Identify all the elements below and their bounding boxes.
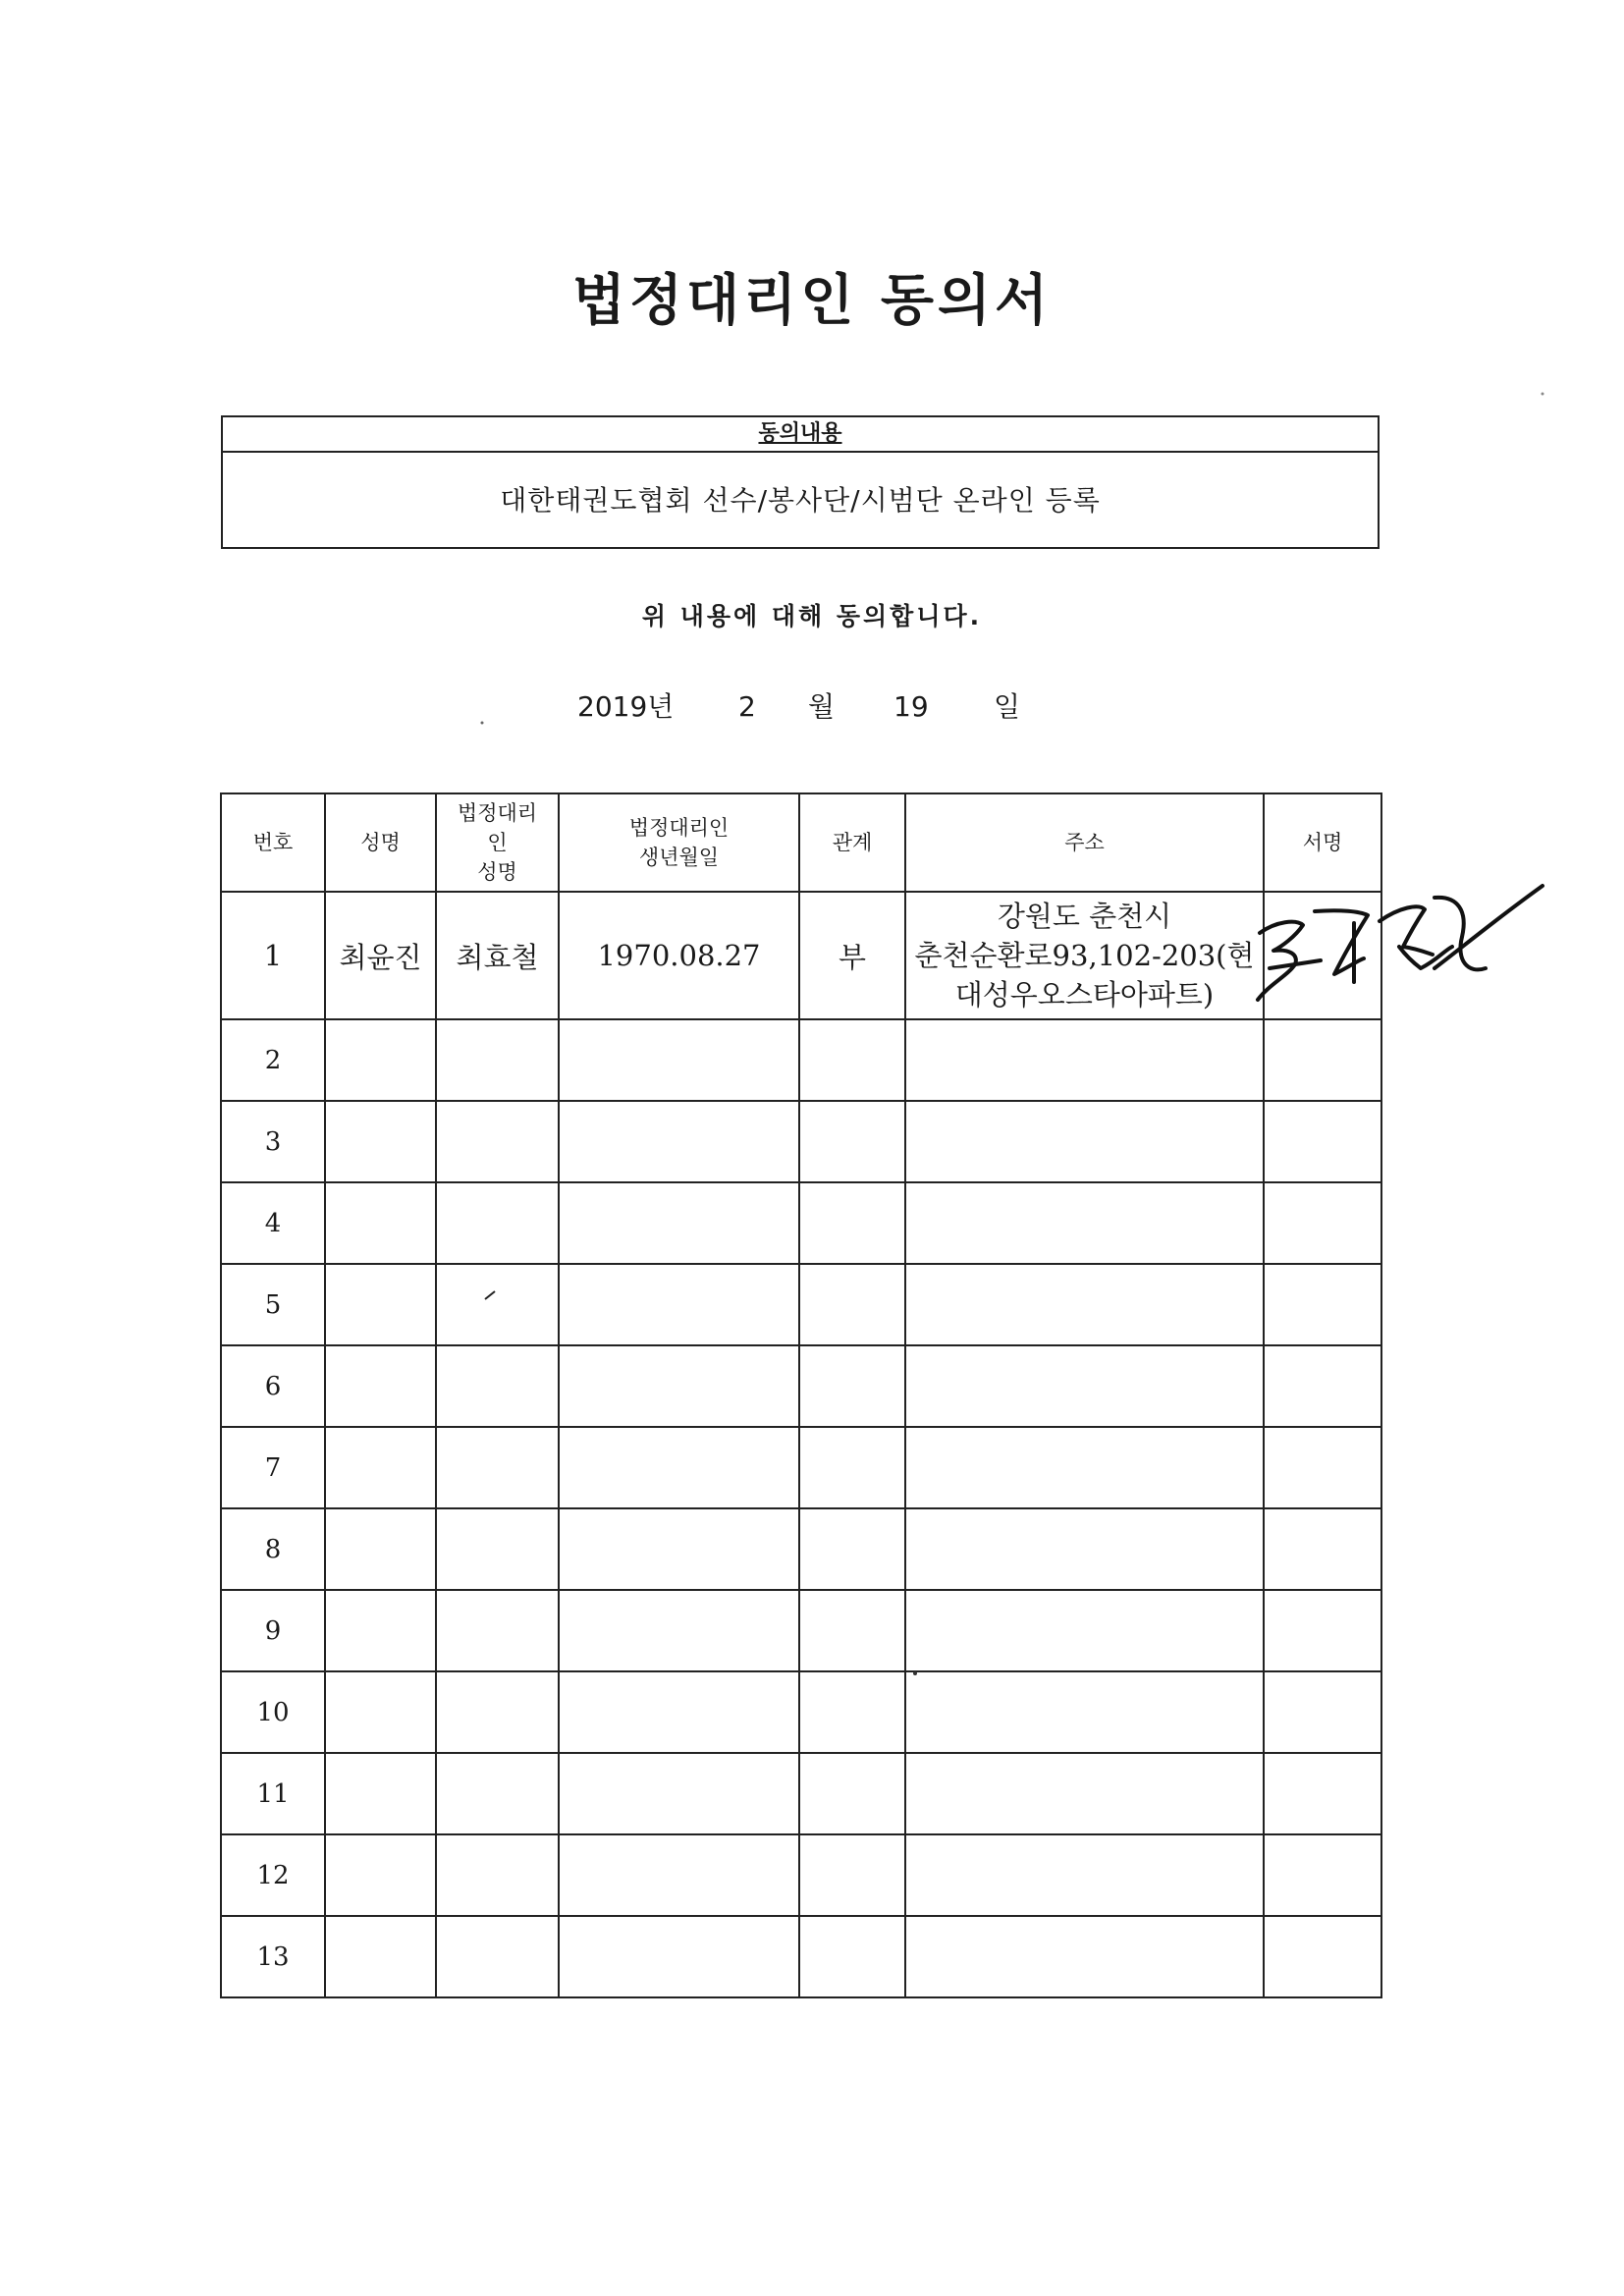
cell-signature (1264, 1101, 1381, 1182)
cell-no: 11 (221, 1753, 325, 1834)
stray-mark (483, 1289, 497, 1301)
document-title: 법정대리인 동의서 (571, 269, 1053, 333)
cell-no: 5 (221, 1264, 325, 1345)
cell-name (325, 1427, 436, 1508)
cell-signature (1264, 1182, 1381, 1264)
cell-address-line1: 강원도 춘천시 (997, 900, 1172, 933)
cell-relation: 부 (799, 892, 905, 1019)
table-row (221, 1671, 1381, 1753)
cell-address-line3: 대성우오스타아파트) (954, 978, 1215, 1011)
table-row (221, 1753, 1381, 1834)
cell-name (325, 1508, 436, 1590)
header-guardian-name-line1: 법정대리 (457, 801, 538, 825)
cell-guardian-birth (559, 1916, 799, 1997)
cell-name (325, 1671, 436, 1753)
date-day-unit: 일 (994, 690, 1021, 723)
cell-name (325, 1834, 436, 1916)
cell-name (325, 1916, 436, 1997)
cell-relation (799, 1345, 905, 1427)
cell-signature (1264, 1834, 1381, 1916)
cell-name (325, 1264, 436, 1345)
stray-dot (479, 720, 485, 726)
header-guardian-birth (559, 793, 799, 892)
cell-guardian-name (436, 1264, 559, 1345)
cell-guardian-birth (559, 1101, 799, 1182)
cell-relation (799, 1753, 905, 1834)
cell-guardian-name (436, 1590, 559, 1671)
cell-relation (799, 1508, 905, 1590)
cell-address (905, 1345, 1264, 1427)
cell-signature (1264, 1590, 1381, 1671)
cell-relation (799, 1427, 905, 1508)
cell-guardian-birth (559, 1182, 799, 1264)
agreement-statement: 위 내용에 대해 동의합니다. (641, 602, 983, 630)
header-no: 번호 (221, 793, 325, 892)
header-guardian-birth-line2: 생년월일 (638, 846, 720, 869)
cell-no: 6 (221, 1345, 325, 1427)
consent-box (221, 415, 1380, 549)
table-row (221, 1834, 1381, 1916)
cell-guardian-name (436, 1427, 559, 1508)
cell-name (325, 1345, 436, 1427)
header-address: 주소 (905, 793, 1264, 892)
guardian-table (220, 793, 1382, 1998)
cell-no: 4 (221, 1182, 325, 1264)
table-row (221, 1182, 1381, 1264)
cell-address (905, 1101, 1264, 1182)
cell-guardian-birth (559, 1427, 799, 1508)
cell-address (905, 1916, 1264, 1997)
cell-no: 3 (221, 1101, 325, 1182)
cell-address (905, 1264, 1264, 1345)
table-row (221, 1101, 1381, 1182)
stray-dot (1540, 391, 1545, 397)
header-relation: 관계 (799, 793, 905, 892)
cell-no: 13 (221, 1916, 325, 1997)
table-row (221, 1508, 1381, 1590)
cell-name: 최윤진 (325, 892, 436, 1019)
cell-relation (799, 1671, 905, 1753)
cell-guardian-birth: 1970.08.27 (559, 892, 799, 1019)
cell-guardian-name (436, 1753, 559, 1834)
cell-name (325, 1753, 436, 1834)
stray-dot (911, 1669, 919, 1677)
cell-no: 12 (221, 1834, 325, 1916)
consent-header-label: 동의내용 (758, 421, 842, 446)
header-guardian-name (436, 793, 559, 892)
cell-address (905, 1182, 1264, 1264)
cell-relation (799, 1590, 905, 1671)
cell-address (905, 1753, 1264, 1834)
cell-guardian-birth (559, 1671, 799, 1753)
date-year: 2019년 (577, 690, 675, 723)
cell-address (905, 1834, 1264, 1916)
cell-address (905, 1590, 1264, 1671)
cell-no: 8 (221, 1508, 325, 1590)
cell-address-line2: 춘천순환로93,102-203(현 (914, 939, 1255, 972)
cell-relation (799, 1834, 905, 1916)
cell-address (905, 892, 1264, 1019)
header-guardian-birth-line1: 법정대리인 (628, 816, 730, 840)
cell-guardian-name (436, 1834, 559, 1916)
header-name: 성명 (325, 793, 436, 892)
cell-guardian-birth (559, 1264, 799, 1345)
cell-name (325, 1182, 436, 1264)
cell-signature (1264, 1019, 1381, 1101)
cell-signature (1264, 1916, 1381, 1997)
cell-name (325, 1019, 436, 1101)
cell-signature (1264, 1264, 1381, 1345)
cell-address (905, 1019, 1264, 1101)
cell-address (905, 1427, 1264, 1508)
cell-guardian-name (436, 1345, 559, 1427)
cell-signature (1264, 1671, 1381, 1753)
cell-guardian-name (436, 1182, 559, 1264)
cell-relation (799, 1019, 905, 1101)
cell-name (325, 1590, 436, 1671)
cell-address (905, 1671, 1264, 1753)
table-header-row (221, 793, 1381, 892)
cell-guardian-birth (559, 1019, 799, 1101)
table-row (221, 1264, 1381, 1345)
cell-address (905, 1508, 1264, 1590)
table-row (221, 1019, 1381, 1101)
cell-guardian-birth (559, 1508, 799, 1590)
cell-relation (799, 1101, 905, 1182)
cell-guardian-name (436, 1101, 559, 1182)
cell-guardian-name (436, 1671, 559, 1753)
date-month: 2 (738, 690, 756, 723)
cell-guardian-birth (559, 1834, 799, 1916)
cell-relation (799, 1916, 905, 1997)
cell-signature (1264, 1345, 1381, 1427)
cell-no: 10 (221, 1671, 325, 1753)
cell-guardian-birth (559, 1345, 799, 1427)
table-row (221, 1590, 1381, 1671)
consent-header (223, 417, 1378, 453)
header-guardian-name-line3: 성명 (477, 860, 517, 884)
cell-guardian-name (436, 1916, 559, 1997)
cell-name (325, 1101, 436, 1182)
cell-guardian-name: 최효철 (436, 892, 559, 1019)
table-row (221, 1427, 1381, 1508)
table-row (221, 1345, 1381, 1427)
date-month-unit: 월 (808, 690, 836, 723)
cell-guardian-birth (559, 1753, 799, 1834)
cell-no: 2 (221, 1019, 325, 1101)
cell-guardian-birth (559, 1590, 799, 1671)
cell-relation (799, 1264, 905, 1345)
cell-guardian-name (436, 1508, 559, 1590)
cell-guardian-name (436, 1019, 559, 1101)
cell-signature (1264, 1753, 1381, 1834)
cell-no: 1 (221, 892, 325, 1019)
cell-no: 9 (221, 1590, 325, 1671)
table-row (221, 892, 1381, 1019)
consent-content: 대한태권도협회 선수/봉사단/시범단 온라인 등록 (500, 484, 1101, 517)
cell-relation (799, 1182, 905, 1264)
date-day: 19 (893, 690, 929, 723)
cell-no: 7 (221, 1427, 325, 1508)
header-signature: 서명 (1264, 793, 1381, 892)
cell-signature (1264, 1508, 1381, 1590)
handwritten-signature (1252, 852, 1546, 1019)
cell-signature (1264, 1427, 1381, 1508)
header-guardian-name-line2: 인 (487, 831, 508, 854)
table-row (221, 1916, 1381, 1997)
